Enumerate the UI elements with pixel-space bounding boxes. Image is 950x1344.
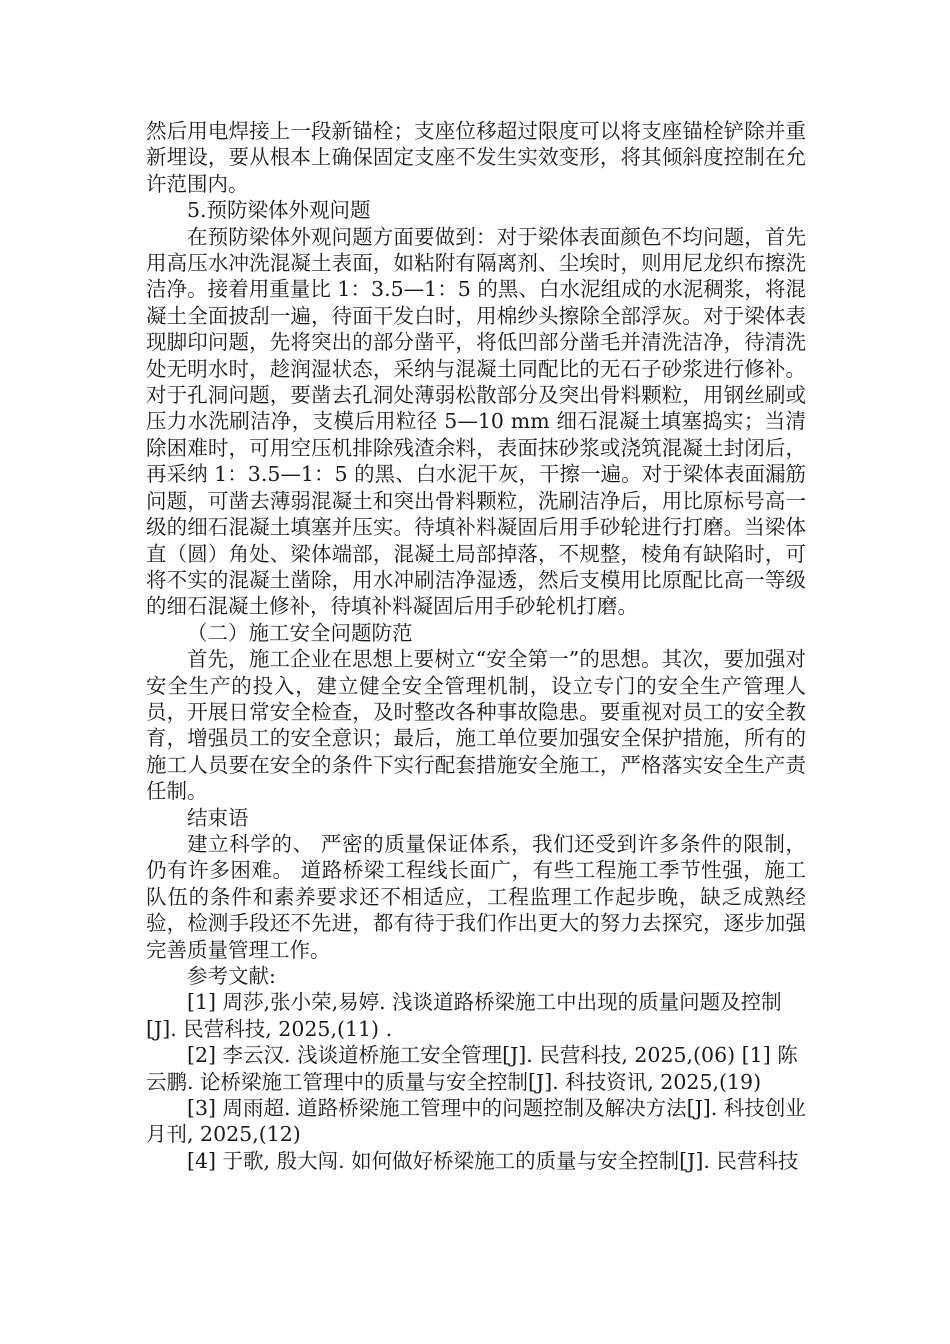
reference-item: [1] 周莎,张小荣,易婷. 浅谈道路桥梁施工中出现的质量问题及控制[J]. 民营科技, 2025,(11) . [146, 990, 782, 1041]
reference-item: [2] 李云汉. 浅谈道桥施工安全管理[J]. 民营科技, 2025,(06) [1] 陈云鹏. 论桥梁施工管理中的质量与安全控制[J]. 科技资讯, 2025,(19) [146, 1043, 798, 1094]
conclusion-paragraph: 建立科学的、 严密的质量保证体系，我们还受到许多条件的限制，仍有许多困难。 道路桥梁工程线长面广，有些工程施工季节性强，施工队伍的条件和素养要求还不相适应，工程监理工作起步晚，缺乏成熟经验，检测手段还不先进，都有待于我们作出更大的努力去探究，逐步加强完善质量管理工作。 [146, 831, 806, 962]
document-page [146, 118, 806, 1174]
section2-heading: （二）施工安全问题防范 [187, 620, 413, 645]
section5-paragraph: 在预防梁体外观问题方面要做到：对于梁体表面颜色不均问题，首先用高压水冲洗混凝土表面，如粘附有隔离剂、尘埃时，则用尼龙织布擦洗洁净。接着用重量比 1：3.5—1：5 的黑、白水泥组成的水泥稠浆，将混凝土全面披刮一遍，待面干发白时，用棉纱头擦除全部浮灰。对于梁体表现脚印问题，先将突出的部分凿平，将低凹部分凿毛并清洗洁净，待清洗处无明水时，趁润湿状态，采纳与混凝土同配比的无石子砂浆进行修补。对于孔洞问题，要凿去孔洞处薄弱松散部分及突出骨料颗粒，用钢丝刷或压力水洗刷洁净，支模后用粒径 5—10 mm 细石混凝土填塞捣实；当清除困难时，可用空压机排除残渣余料，表面抹砂浆或浇筑混凝土封闭后，再采纳 1：3.5—1：5 的黑、白水泥干灰，干擦一遍。对于梁体表面漏筋问题，可凿去薄弱混凝土和突出骨料颗粒，洗刷洁净后，用比原标号高一级的细石混凝土填塞并压实。待填补料凝固后用手砂轮进行打磨。当梁体直（圆）角处、梁体端部，混凝土局部掉落，不规整，棱角有缺陷时，可将不实的混凝土凿除，用水冲刷洁净湿透，然后支模用比原配比高一等级的细石混凝土修补，待填补料凝固后用手砂轮机打磨。 [146, 224, 806, 619]
reference-item: [4] 于歌, 殷大闯. 如何做好桥梁施工的质量与安全控制[J]. 民营科技 [187, 1148, 799, 1173]
section5-heading: 5.预防梁体外观问题 [187, 198, 371, 223]
intro-paragraph: 然后用电焊接上一段新锚栓；支座位移超过限度可以将支座锚栓铲除并重新埋设，要从根本上确保固定支座不发生实效变形，将其倾斜度控制在允许范围内。 [146, 119, 806, 196]
section2-paragraph: 首先，施工企业在思想上要树立“安全第一”的思想。其次，要加强对安全生产的投入，建立健全安全管理机制，设立专门的安全生产管理人员，开展日常安全检查，及时整改各种事故隐患。要重视对员工的安全教育，增强员工的安全意识；最后，施工单位要加强安全保护措施，所有的施工人员要在安全的条件下实行配套措施安全施工，严格落实安全生产责任制。 [146, 647, 806, 804]
conclusion-heading: 结束语 [187, 805, 249, 830]
references-heading: 参考文献: [187, 964, 276, 988]
reference-item: [3] 周雨超. 道路桥梁施工管理中的问题控制及解决方法[J]. 科技创业月刊, 2025,(12) [146, 1096, 806, 1147]
references-list [146, 989, 806, 1174]
